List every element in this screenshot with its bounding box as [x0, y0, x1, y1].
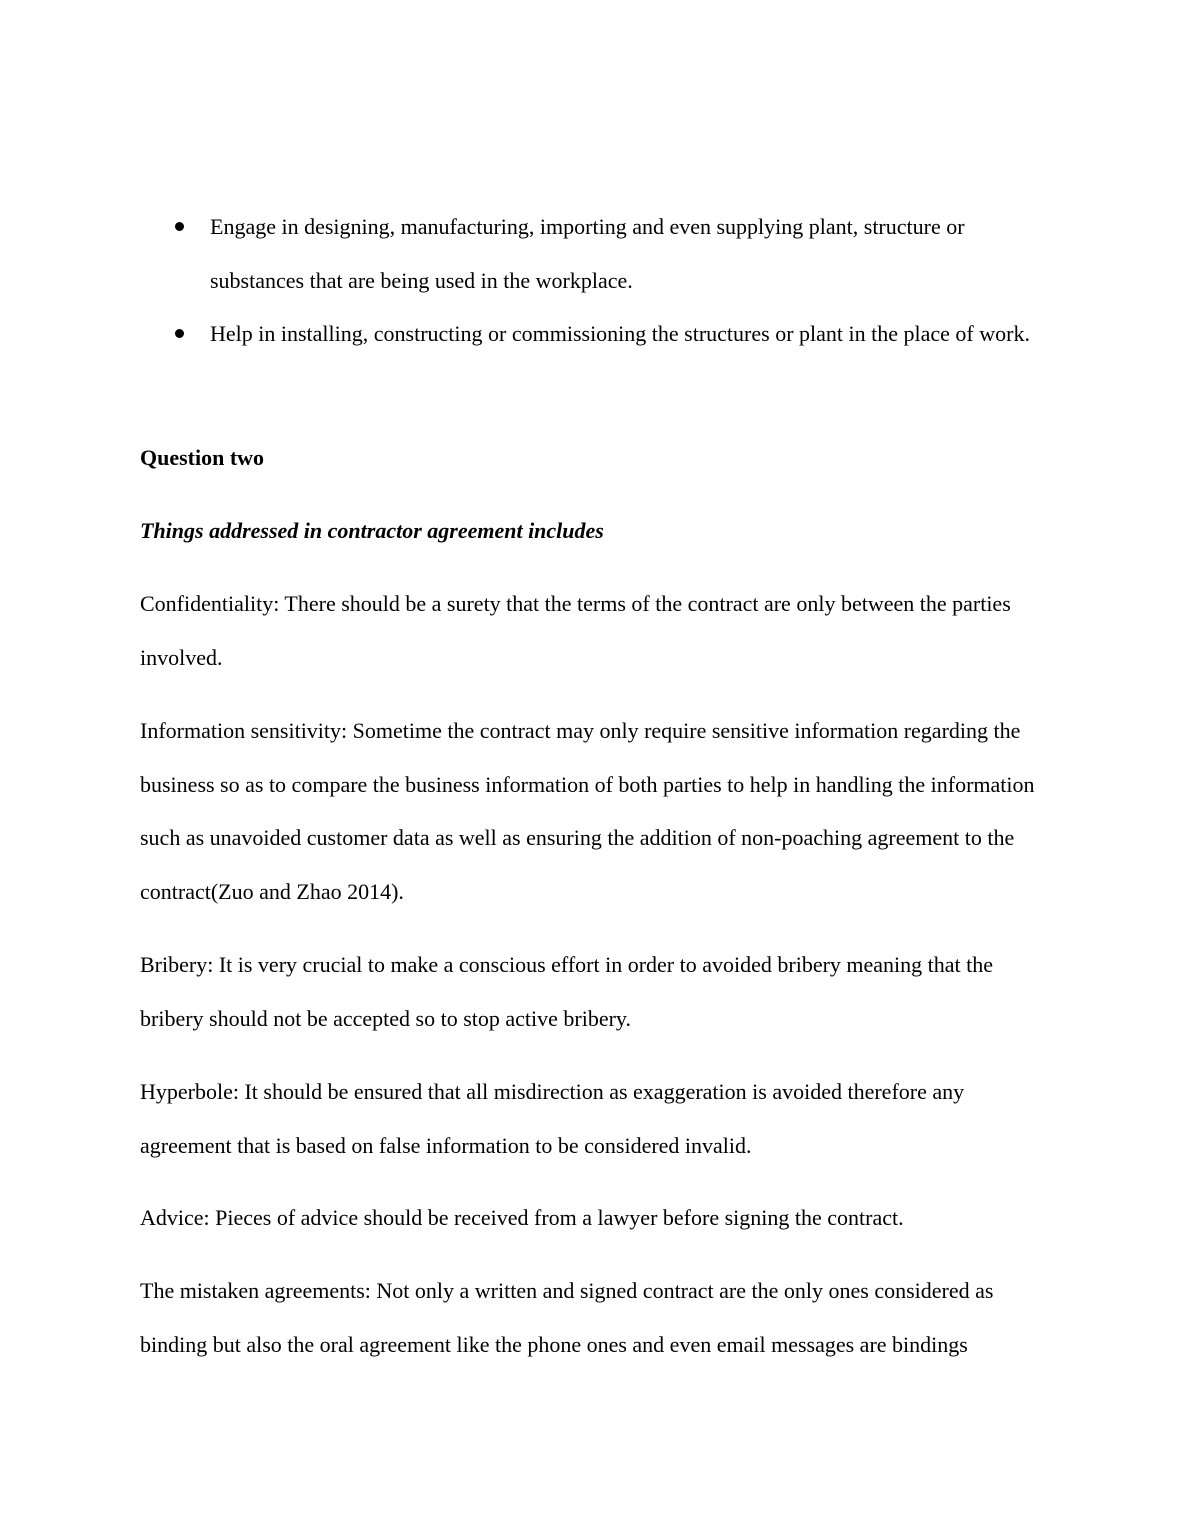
bullet-icon: [175, 329, 184, 338]
bullet-icon: [175, 222, 184, 231]
paragraph-bribery: Bribery: It is very crucial to make a conscious effort in order to avoided bribery meaning that the bribery should not be accepted so to stop active bribery.: [140, 952, 994, 1031]
paragraph-mistaken-agreements: The mistaken agreements: Not only a written and signed contract are the only ones considered as binding but also the oral agreement like the phone ones and even email messages are bindings: [140, 1278, 994, 1357]
bullet-text: Help in installing, constructing or commissioning the structures or plant in the place of work.: [210, 321, 1030, 346]
paragraph-advice: Advice: Pieces of advice should be received from a lawyer before signing the contract.: [140, 1205, 904, 1230]
bullet-text: Engage in designing, manufacturing, importing and even supplying plant, structure or substances that are being used in the workplace.: [210, 214, 965, 293]
section-subheading: Things addressed in contractor agreement includes: [140, 518, 604, 543]
bullet-item: [140, 200, 1050, 307]
question-heading: Question two: [140, 445, 265, 470]
bullet-item: [140, 307, 1050, 361]
paragraph-hyperbole: Hyperbole: It should be ensured that all misdirection as exaggeration is avoided therefore any agreement that is based on false information to be considered invalid.: [140, 1079, 965, 1158]
paragraph-information-sensitivity: Information sensitivity: Sometime the contract may only require sensitive information regarding the business so as to compare the business information of both parties to help in handling the information such as unavoided customer data as well as ensuring the addition of non-poaching agreement to the contract(Zuo and Zhao 2014).: [140, 718, 1035, 904]
paragraph-confidentiality: Confidentiality: There should be a surety that the terms of the contract are only between the parties involved.: [140, 591, 1011, 670]
